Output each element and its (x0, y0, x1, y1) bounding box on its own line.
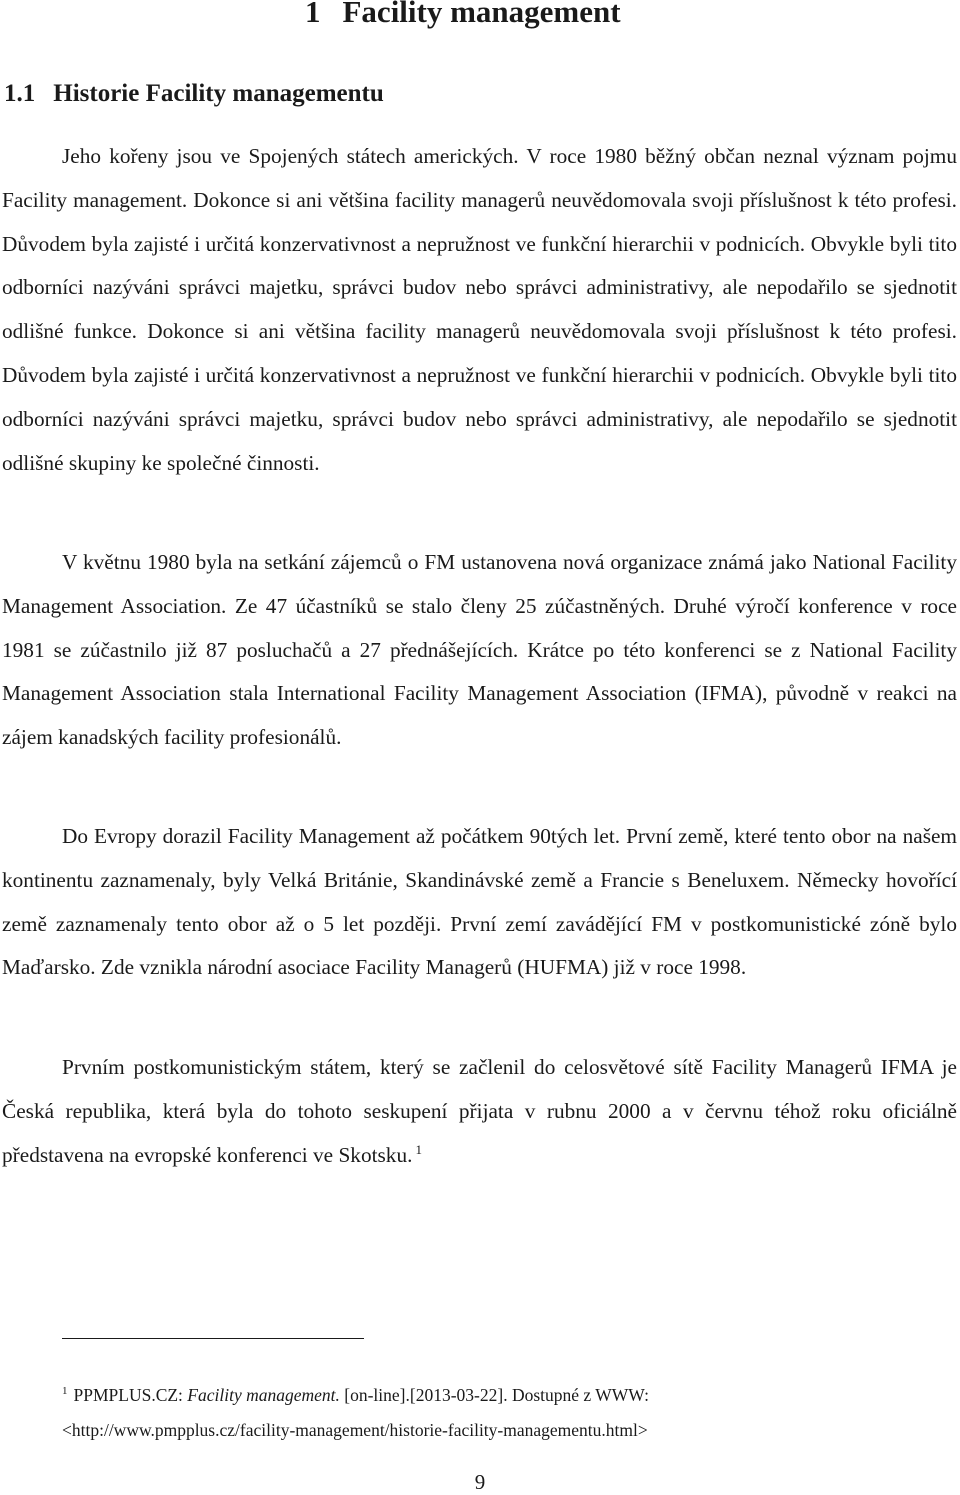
section-number: 1.1 (4, 80, 36, 107)
footnote-separator (62, 1338, 364, 1339)
footnote-mark: 1 (62, 1385, 68, 1398)
paragraph-3: Do Evropy dorazil Facility Management až počátkem 90tých let. První země, které tento obor na našem kontinentu zaznamenaly, byly Velká Británie, Skandinávské země a Francie s Beneluxem. Německy hovořící země zaznamenaly tento obor až o 5 let později. První zemí zavádějící FM v postkomunistické zóně bylo Maďarsko. Zde vznikla národní asociace Facility Managerů (HUFMA) již v roce 1998. (2, 824, 957, 980)
footnote-url[interactable]: <http://www.pmpplus.cz/facility-management/historie-facility-managementu.html> (62, 1420, 648, 1440)
footnote-title: Facility management. (187, 1385, 340, 1405)
chapter-number: 1 (305, 0, 321, 29)
footnote-source: PPMPLUS.CZ: (73, 1385, 183, 1405)
paragraph-2: V květnu 1980 byla na setkání zájemců o FM ustanovena nová organizace známá jako National Facility Management Association. Ze 47 účastníků se stalo členy 25 zúčastněných. Druhé výročí konference v roce 1981 se zúčastnilo již 87 posluchačů a 27 přednášejících. Krátce po této konferenci se z National Facility Management Association stala International Facility Management Association (IFMA), původně v reakci na zájem kanadských facility profesionálů. (2, 550, 957, 750)
page-number: 9 (474, 1470, 486, 1494)
footnote-rest: [on-line].[2013-03-22]. Dostupné z WWW: (344, 1385, 649, 1405)
footnote-citation (62, 1378, 942, 1413)
chapter-heading (305, 0, 621, 30)
footnote-reference[interactable]: 1 (415, 1141, 422, 1157)
footnote (62, 1378, 942, 1448)
paragraph-1: Jeho kořeny jsou ve Spojených státech amerických. V roce 1980 běžný občan neznal význam pojmu Facility management. Dokonce si ani většina facility managerů neuvědomovala svoji příslušnost k této profesi. Důvodem byla zajisté i určitá konzervativnost a nepružnost ve funkční hierarchii v podnicích. Obvykle byli tito odborníci nazýváni správci majetku, správci budov nebo správci administrativy, ale nepodařilo se sjednotit odlišné funkce. Dokonce si ani většina facility managerů neuvědomovala svoji příslušnost k této profesi. Důvodem byla zajisté i určitá konzervativnost a nepružnost ve funkční hierarchii v podnicích. Obvykle byli tito odborníci nazýváni správci majetku, správci budov nebo správci administrativy, ale nepodařilo se sjednotit odlišné skupiny ke společné činnosti. (2, 144, 957, 475)
paragraph-4-text: Prvním postkomunistickým státem, který se začlenil do celosvětové sítě Facility Managerů IFMA je Česká republika, která byla do tohoto seskupení přijata v rubnu 2000 a v červnu téhož roku oficiálně představena na evropské konferenci ve Skotsku. (2, 1055, 957, 1167)
chapter-title: Facility management (342, 0, 621, 29)
paragraph-4 (2, 1046, 957, 1177)
section-heading (4, 80, 384, 108)
section-title: Historie Facility managementu (53, 80, 384, 107)
